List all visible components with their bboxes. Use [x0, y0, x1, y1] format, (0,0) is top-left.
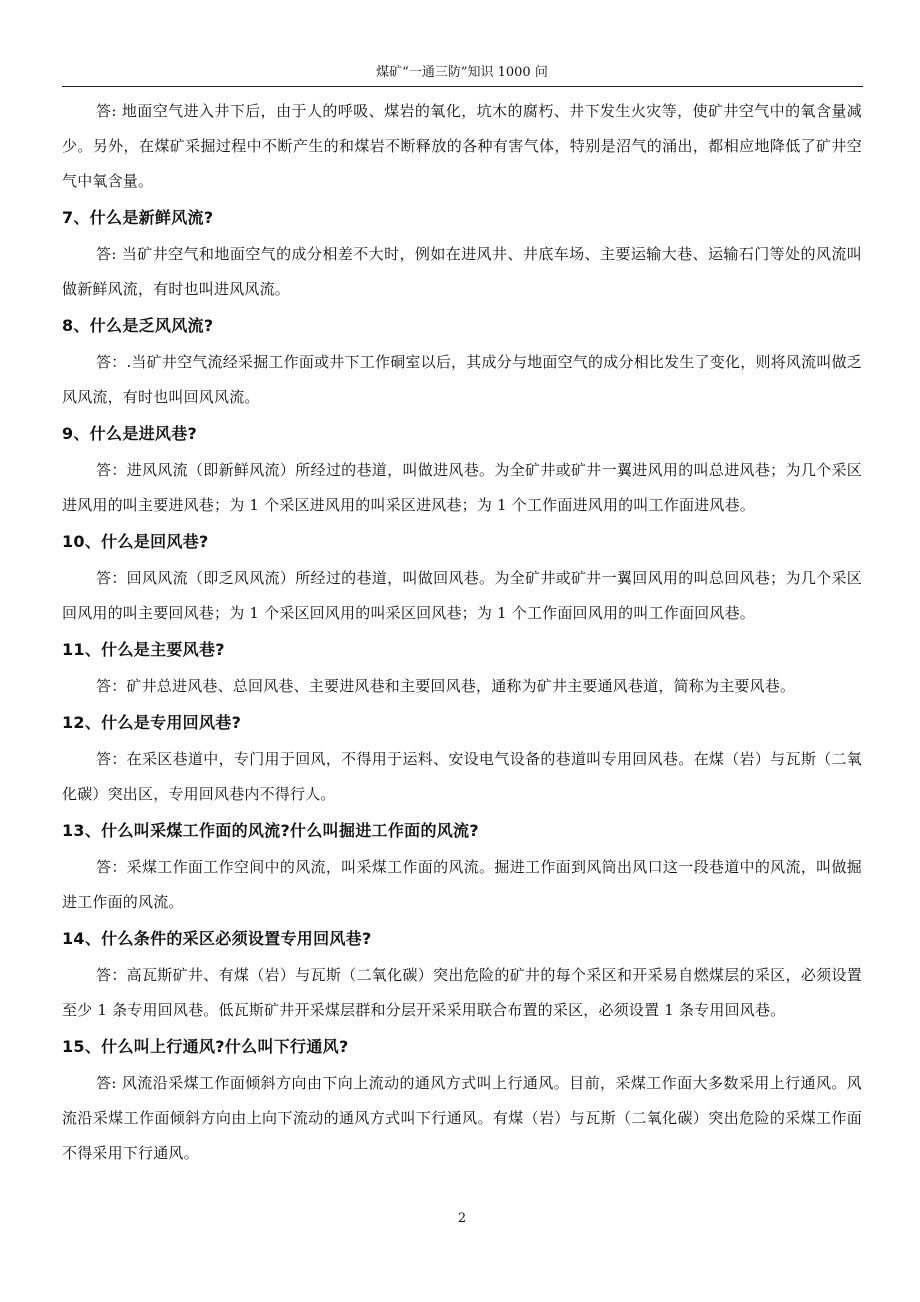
answer-13: 答：采煤工作面工作空间中的风流，叫采煤工作面的风流。掘进工作面到风筒出风口这一段巷道中的风流，叫做掘进工作面的风流。 [62, 858, 862, 911]
answer-14: 答：高瓦斯矿井、有煤（岩）与瓦斯（二氧化碳）突出危险的矿井的每个采区和开采易自燃煤层的采区，必须设置至少 1 条专用回风巷。低瓦斯矿井开采煤层群和分层开采采用联合布置的采区，必须设置 1 条专用回风巷。 [62, 966, 862, 1019]
answer-15: 答: 风流沿采煤工作面倾斜方向由下向上流动的通风方式叫上行通风。目前，采煤工作面大多数采用上行通风。风流沿采煤工作面倾斜方向由上向下流动的通风方式叫下行通风。有煤（岩）与瓦斯（二氧化碳）突出危险的采煤工作面不得采用下行通风。 [62, 1074, 862, 1162]
answer-12: 答：在采区巷道中，专门用于回风，不得用于运料、安设电气设备的巷道叫专用回风巷。在煤（岩）与瓦斯（二氧化碳）突出区，专用回风巷内不得行人。 [62, 750, 862, 803]
question-15: 15、什么叫上行通风?什么叫下行通风? [62, 1037, 349, 1056]
header-rule [62, 86, 863, 87]
intro-answer: 答: 地面空气进入井下后，由于人的呼吸、煤岩的氧化，坑木的腐朽、井下发生火灾等，使矿井空气中的氧含量减少。另外，在煤矿采掘过程中不断产生的和煤岩不断释放的各种有害气体，特别是沼气的涌出，都相应地降低了矿井空气中氧含量。 [62, 102, 862, 190]
qa-item-13 [62, 812, 862, 920]
qa-item-14 [62, 920, 862, 1028]
page-header: 煤矿“一通三防”知识 1000 问 [376, 65, 548, 80]
question-13: 13、什么叫采煤工作面的风流?什么叫掘进工作面的风流? [62, 821, 479, 840]
answer-11: 答：矿井总进风巷、总回风巷、主要进风巷和主要回风巷，通称为矿井主要通风巷道，简称为主要风巷。 [96, 677, 796, 695]
answer-9: 答：进风风流（即新鲜风流）所经过的巷道，叫做进风巷。为全矿井或矿井一翼进风用的叫总进风巷；为几个采区进风用的叫主要进风巷；为 1 个采区进风用的叫采区进风巷；为 1 个工作面进风用的叫工作面进风巷。 [62, 461, 862, 514]
qa-item-15 [62, 1028, 862, 1171]
question-7: 7、什么是新鲜风流? [62, 208, 214, 227]
question-10: 10、什么是回风巷? [62, 532, 209, 551]
question-9: 9、什么是进风巷? [62, 424, 198, 443]
page-content [62, 94, 862, 1171]
answer-8: 答：.当矿井空气流经采掘工作面或井下工作硐室以后，其成分与地面空气的成分相比发生了变化，则将风流叫做乏风风流，有时也叫回风风流。 [62, 353, 862, 406]
qa-item-9 [62, 415, 862, 523]
question-8: 8、什么是乏风风流? [62, 316, 214, 335]
qa-item-11 [62, 631, 862, 704]
qa-item-12 [62, 704, 862, 812]
question-11: 11、什么是主要风巷? [62, 640, 225, 659]
qa-item-10 [62, 523, 862, 631]
qa-item-8 [62, 307, 862, 415]
question-14: 14、什么条件的采区必须设置专用回风巷? [62, 929, 372, 948]
answer-10: 答：回风风流（即乏风风流）所经过的巷道，叫做回风巷。为全矿井或矿井一翼回风用的叫总回风巷；为几个采区回风用的叫主要回风巷；为 1 个采区回风用的叫采区回风巷；为 1 个工作面回风用的叫工作面回风巷。 [62, 569, 862, 622]
page-number: 2 [457, 1211, 467, 1226]
qa-item-7 [62, 199, 862, 307]
question-12: 12、什么是专用回风巷? [62, 713, 242, 732]
answer-7: 答: 当矿井空气和地面空气的成分相差不大时，例如在进风井、井底车场、主要运输大巷、运输石门等处的风流叫做新鲜风流，有时也叫进风风流。 [62, 245, 862, 298]
